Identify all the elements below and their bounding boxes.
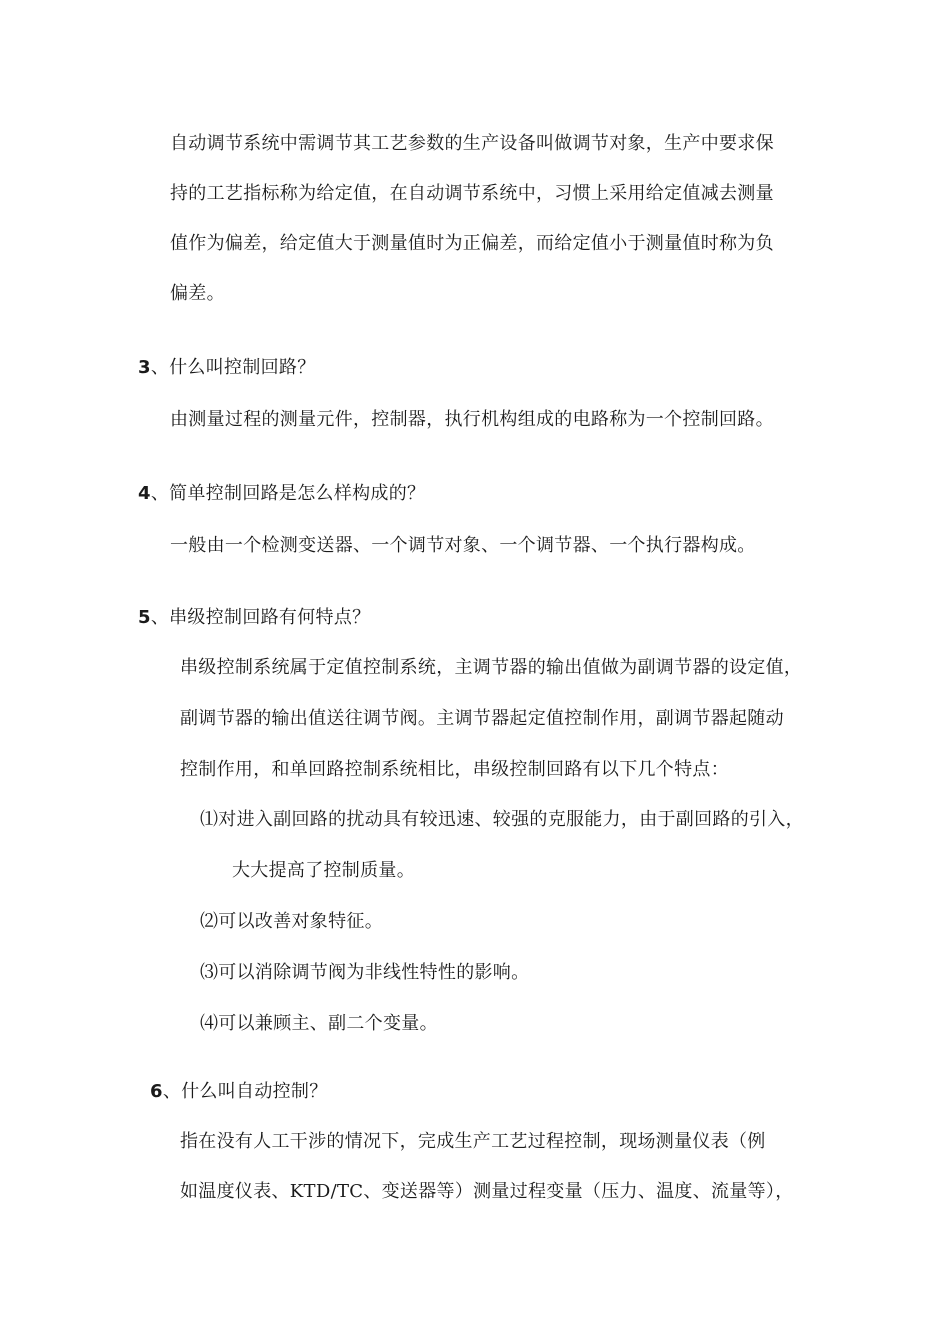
answer-5-line: 控制作用，和单回路控制系统相比，串级控制回路有以下几个特点： (180, 759, 729, 780)
question-number: 5 (138, 607, 151, 628)
answer-6-line: 指在没有人工干涉的情况下，完成生产工艺过程控制，现场测量仪表（例 (180, 1131, 766, 1152)
feature-point-4: ⑷可以兼顾主、副二个变量。 (200, 1013, 438, 1034)
feature-point-1-continued: 大大提高了控制质量。 (232, 860, 415, 881)
answer-6-line: 如温度仪表、KTD/TC、变送器等）测量过程变量（压力、温度、流量等）， (180, 1181, 794, 1202)
intro-line: 持的工艺指标称为给定值，在自动调节系统中，习惯上采用给定值减去测量 (170, 183, 774, 204)
feature-point-2: ⑵可以改善对象特征。 (200, 911, 383, 932)
question-4 (138, 482, 425, 506)
question-6 (150, 1080, 328, 1104)
question-text: 、什么叫自动控制？ (162, 1081, 328, 1102)
question-text: 、串级控制回路有何特点？ (150, 607, 371, 628)
question-number: 3 (138, 357, 151, 378)
intro-line: 值作为偏差，给定值大于测量值时为正偏差，而给定值小于测量值时称为负 (170, 233, 774, 254)
answer-5-line: 串级控制系统属于定值控制系统，主调节器的输出值做为副调节器的设定值， (180, 657, 803, 678)
intro-line: 偏差。 (170, 283, 225, 304)
intro-line: 自动调节系统中需调节其工艺参数的生产设备叫做调节对象，生产中要求保 (170, 133, 774, 154)
answer-3: 由测量过程的测量元件，控制器，执行机构组成的电路称为一个控制回路。 (170, 409, 774, 430)
question-number: 6 (150, 1081, 163, 1102)
question-number: 4 (138, 483, 151, 504)
feature-point-3: ⑶可以消除调节阀为非线性特性的影响。 (200, 962, 530, 983)
answer-5-line: 副调节器的输出值送往调节阀。主调节器起定值控制作用，副调节器起随动 (180, 708, 784, 729)
feature-point-1: ⑴对进入副回路的扰动具有较迅速、较强的克服能力，由于副回路的引入， (200, 809, 804, 830)
question-3 (138, 356, 316, 380)
question-text: 、简单控制回路是怎么样构成的？ (150, 483, 426, 504)
question-5 (138, 606, 370, 630)
question-text: 、什么叫控制回路？ (150, 357, 316, 378)
answer-4: 一般由一个检测变送器、一个调节对象、一个调节器、一个执行器构成。 (170, 535, 756, 556)
